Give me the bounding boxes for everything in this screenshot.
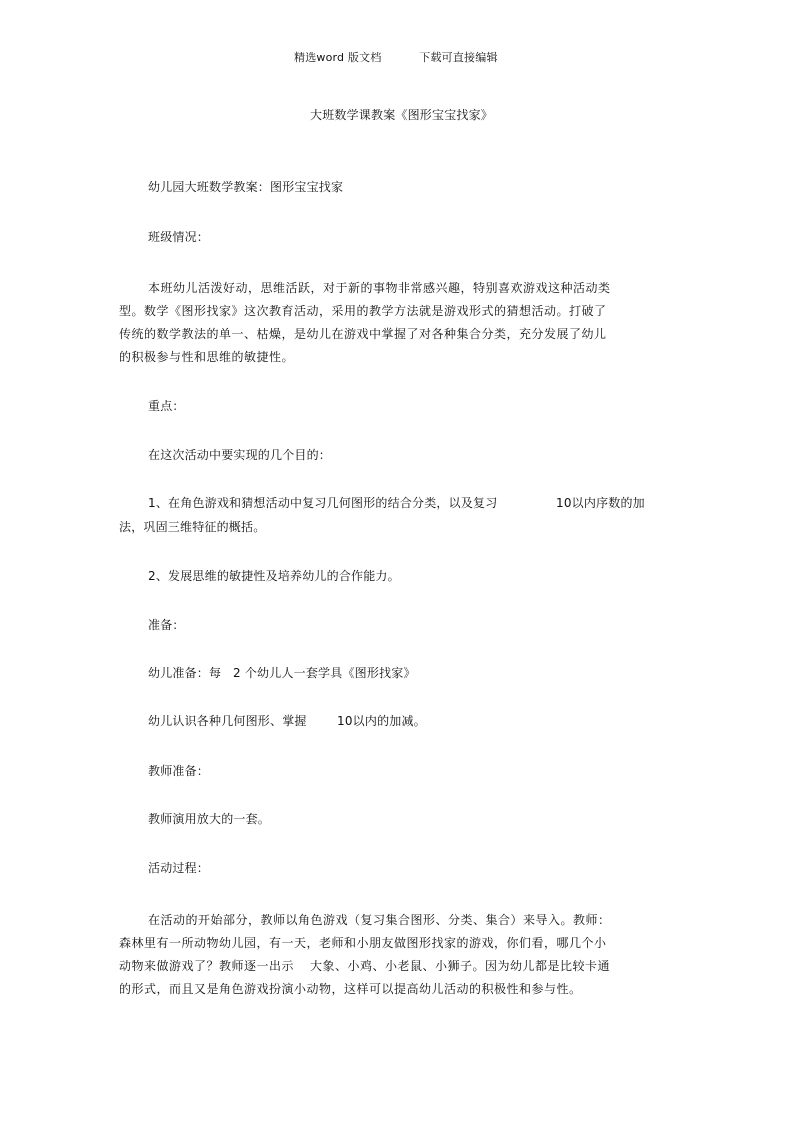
goal-1-part-a: 1、在角色游戏和猜想活动中复习几何图形的结合分类，以及复习	[148, 496, 498, 510]
goals-intro: 在这次活动中要实现的几个目的：	[148, 448, 332, 462]
goal-1-part-c: 法，巩固三维特征的概括。	[119, 520, 266, 534]
process-paragraph-line: 森林里有一所动物幼儿园，有一天，老师和小朋友做图形找家的游戏，你们看，哪几个小	[119, 936, 607, 950]
child-know-b: 10以内的加减。	[337, 714, 426, 728]
header-right: 下载可直接编辑	[419, 51, 498, 64]
class-heading: 班级情况：	[148, 230, 210, 244]
goal-2: 2、发展思维的敏捷性及培养幼儿的合作能力。	[148, 569, 400, 583]
class-paragraph-line: 本班幼儿活泼好动，思维活跃，对于新的事物非常感兴趣，特别喜欢游戏这种活动类	[148, 281, 611, 295]
page-header	[294, 50, 498, 66]
prep-heading: 准备：	[148, 618, 185, 632]
process-paragraph-line: 在活动的开始部分，教师以角色游戏（复习集合图形、分类、集合）来导入。教师：	[148, 913, 611, 927]
document-subtitle: 幼儿园大班数学教案：图形宝宝找家	[148, 180, 344, 194]
process-paragraph-line: 动物来做游戏了？教师逐一出示	[119, 959, 295, 973]
process-paragraph-line: 的形式，而且又是角色游戏扮演小动物，这样可以提高幼儿活动的积极性和参与性。	[119, 982, 582, 996]
teacher-prep: 教师演用放大的一套。	[148, 812, 271, 826]
teacher-prep-heading: 教师准备：	[148, 764, 210, 778]
process-paragraph-line: 大象、小鸡、小老鼠、小狮子。因为幼儿都是比较卡通	[310, 959, 611, 973]
process-heading: 活动过程：	[148, 861, 210, 875]
class-paragraph-line: 传统的数学教法的单一、枯燥，是幼儿在游戏中掌握了对各种集合分类，充分发展了幼儿	[119, 327, 607, 341]
focus-heading: 重点：	[148, 399, 185, 413]
child-prep-b: 2 个幼儿人一套学具《图形找家》	[233, 666, 416, 680]
class-paragraph-line: 的积极参与性和思维的敏捷性。	[119, 350, 295, 364]
document-title: 大班数学课教案《图形宝宝找家》	[310, 108, 494, 122]
child-know-a: 幼儿认识各种几何图形、掌握	[148, 714, 307, 728]
goal-1-part-b: 10以内序数的加	[556, 496, 645, 510]
header-left: 精选word 版文档	[294, 51, 382, 64]
child-prep-a: 幼儿准备：每	[148, 666, 222, 680]
class-paragraph-line: 型。数学《图形找家》这次教育活动，采用的教学方法就是游戏形式的猜想活动。打破了	[119, 304, 607, 318]
